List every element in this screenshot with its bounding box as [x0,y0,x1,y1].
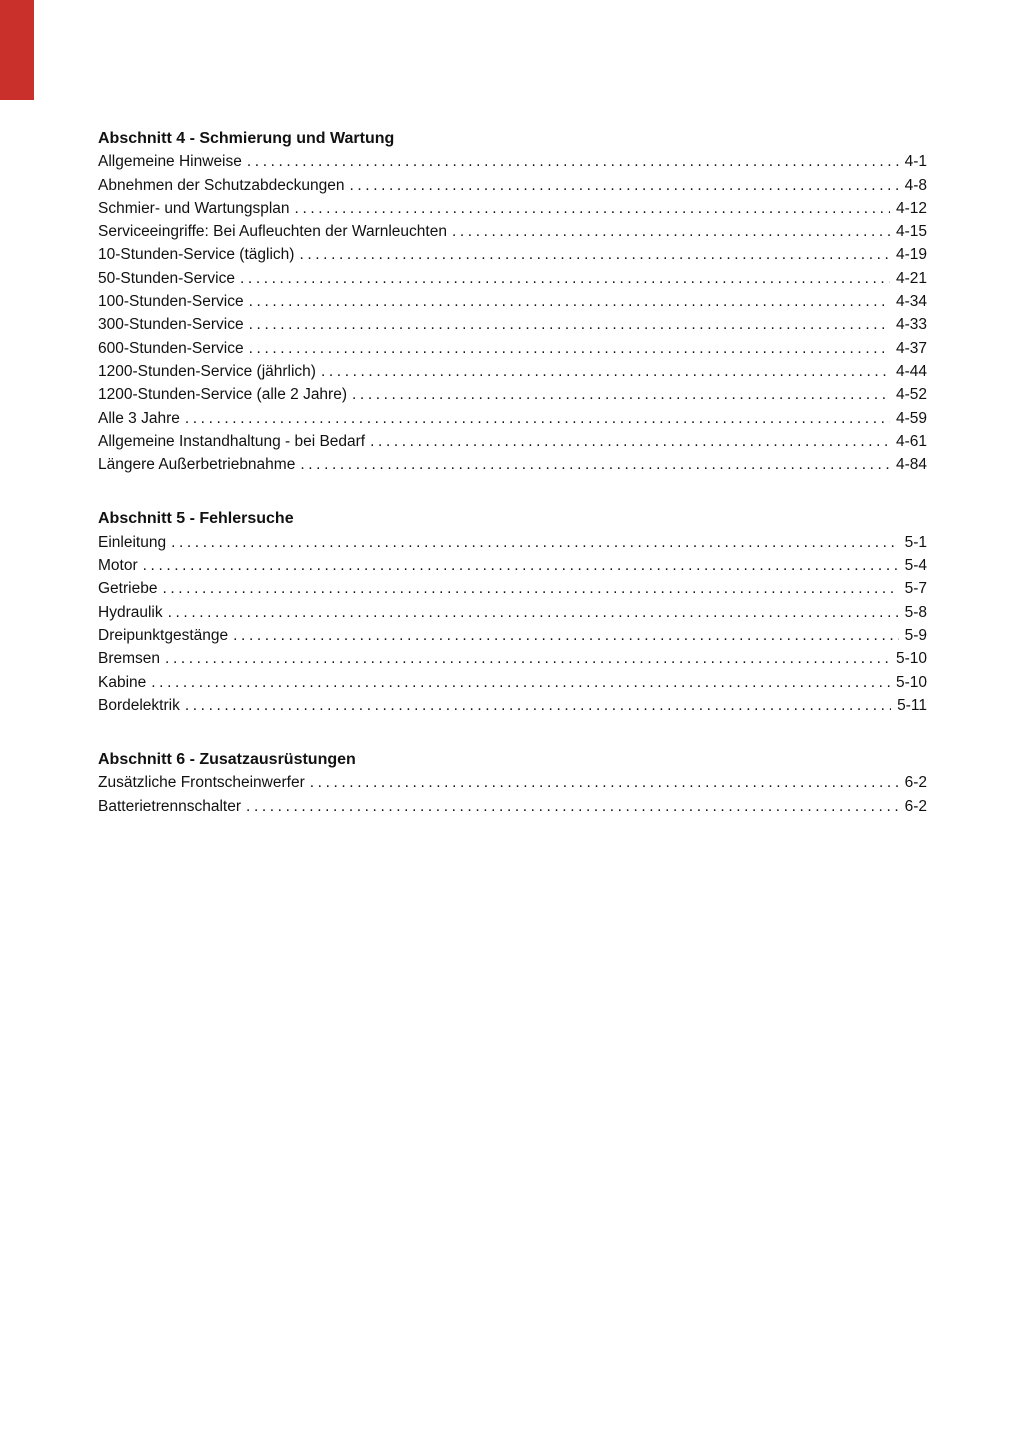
toc-entry-page: 4-34 [895,293,927,311]
toc-entry-label: 100-Stunden-Service [98,293,244,311]
toc-entry [98,360,927,383]
toc-entry-page: 4-61 [895,432,927,450]
toc-entry [98,795,927,818]
toc-entry-page: 4-84 [895,456,927,474]
toc-entry-label: Serviceeingriffe: Bei Aufleuchten der Warnleuchten [98,223,447,241]
toc-section [98,748,927,818]
toc-entry [98,267,927,290]
toc-entry-label: 600-Stunden-Service [98,339,244,357]
dot-leader [247,150,899,173]
dot-leader [321,360,890,383]
toc-entry-page: 4-37 [895,339,927,357]
toc-entry-label: Einleitung [98,533,167,551]
dot-leader [143,554,899,577]
toc-entry-label: Allgemeine Instandhaltung - bei Bedarf [98,432,366,450]
toc-entry [98,647,927,670]
section-heading: Abschnitt 6 - Zusatzausrüstungen [98,751,356,769]
section-heading: Abschnitt 4 - Schmierung und Wartung [98,130,395,147]
toc-entry [98,624,927,647]
toc-entry-label: Schmier- und Wartungsplan [98,199,290,217]
toc-entry-label: Hydraulik [98,603,163,621]
toc-entry-page: 4-59 [895,409,927,427]
toc-entry-page: 4-44 [895,362,927,380]
dot-leader [295,197,890,220]
toc-entry [98,694,927,717]
toc-entry-page: 5-10 [895,650,927,668]
dot-leader [352,383,890,406]
dot-leader [246,795,899,818]
toc-entry-page: 4-21 [895,269,927,287]
toc-entry [98,407,927,430]
toc-entry-page: 4-1 [904,153,927,171]
toc-entry-label: 50-Stunden-Service [98,269,235,287]
toc-entry [98,313,927,336]
toc-entry-page: 4-8 [904,176,927,194]
toc-entry [98,430,927,453]
toc-entry-label: Allgemeine Hinweise [98,153,242,171]
toc-entry-label: Motor [98,557,138,575]
toc-entry-label: Alle 3 Jahre [98,409,180,427]
dot-leader [310,771,899,794]
dot-leader [249,313,890,336]
dot-leader [185,694,891,717]
toc-entry-page: 5-10 [895,673,927,691]
toc-entry [98,220,927,243]
toc-entry [98,174,927,197]
toc-entry [98,290,927,313]
dot-leader [349,174,898,197]
section-heading: Abschnitt 5 - Fehlersuche [98,510,294,528]
dot-leader [151,671,890,694]
toc-entry [98,243,927,266]
dot-leader [370,430,890,453]
dot-leader [249,290,890,313]
dot-leader [299,243,890,266]
toc-entry-page: 4-52 [895,386,927,404]
toc-entry-label: 1200-Stunden-Service (alle 2 Jahre) [98,386,347,404]
toc-entry [98,577,927,600]
toc-entry [98,531,927,554]
toc-entry-label: Zusätzliche Frontscheinwerfer [98,774,305,792]
dot-leader [171,531,899,554]
toc-entry-page: 4-33 [895,316,927,334]
red-corner-tab [0,0,34,100]
toc-entry [98,383,927,406]
toc-entry-page: 6-2 [904,774,927,792]
toc-entry-page: 6-2 [904,797,927,815]
toc-entry-label: Batterietrennschalter [98,797,242,815]
dot-leader [185,407,890,430]
toc-entry-label: Bordelektrik [98,696,180,714]
dot-leader [162,577,898,600]
toc-entry [98,601,927,624]
toc-entry [98,554,927,577]
dot-leader [249,337,890,360]
toc-section [98,507,927,717]
dot-leader [233,624,898,647]
toc-entry [98,197,927,220]
toc-entry-label: 300-Stunden-Service [98,316,244,334]
toc-entry [98,150,927,173]
toc-entry-page: 5-7 [904,580,927,598]
toc-entry [98,337,927,360]
toc-entry-page: 5-8 [904,603,927,621]
toc-entry-page: 4-15 [895,223,927,241]
toc-entry [98,671,927,694]
dot-leader [452,220,890,243]
toc-entry-page: 5-11 [897,696,927,714]
table-of-contents [98,127,927,818]
toc-entry-label: Getriebe [98,580,158,598]
toc-entry-page: 5-9 [904,626,927,644]
dot-leader [300,453,890,476]
toc-entry-page: 4-19 [895,246,927,264]
dot-leader [165,647,890,670]
toc-entry-page: 5-1 [904,533,927,551]
toc-entry-label: 1200-Stunden-Service (jährlich) [98,362,316,380]
toc-entry [98,453,927,476]
toc-section [98,127,927,476]
toc-entry-label: Bremsen [98,650,161,668]
dot-leader [168,601,899,624]
dot-leader [240,267,890,290]
toc-entry-page: 4-12 [895,199,927,217]
toc-entry-label: 10-Stunden-Service (täglich) [98,246,295,264]
toc-entry [98,771,927,794]
toc-entry-label: Kabine [98,673,147,691]
toc-entry-page: 5-4 [904,557,927,575]
toc-entry-label: Dreipunktgestänge [98,626,229,644]
toc-entry-label: Längere Außerbetriebnahme [98,456,296,474]
toc-entry-label: Abnehmen der Schutzabdeckungen [98,176,345,194]
